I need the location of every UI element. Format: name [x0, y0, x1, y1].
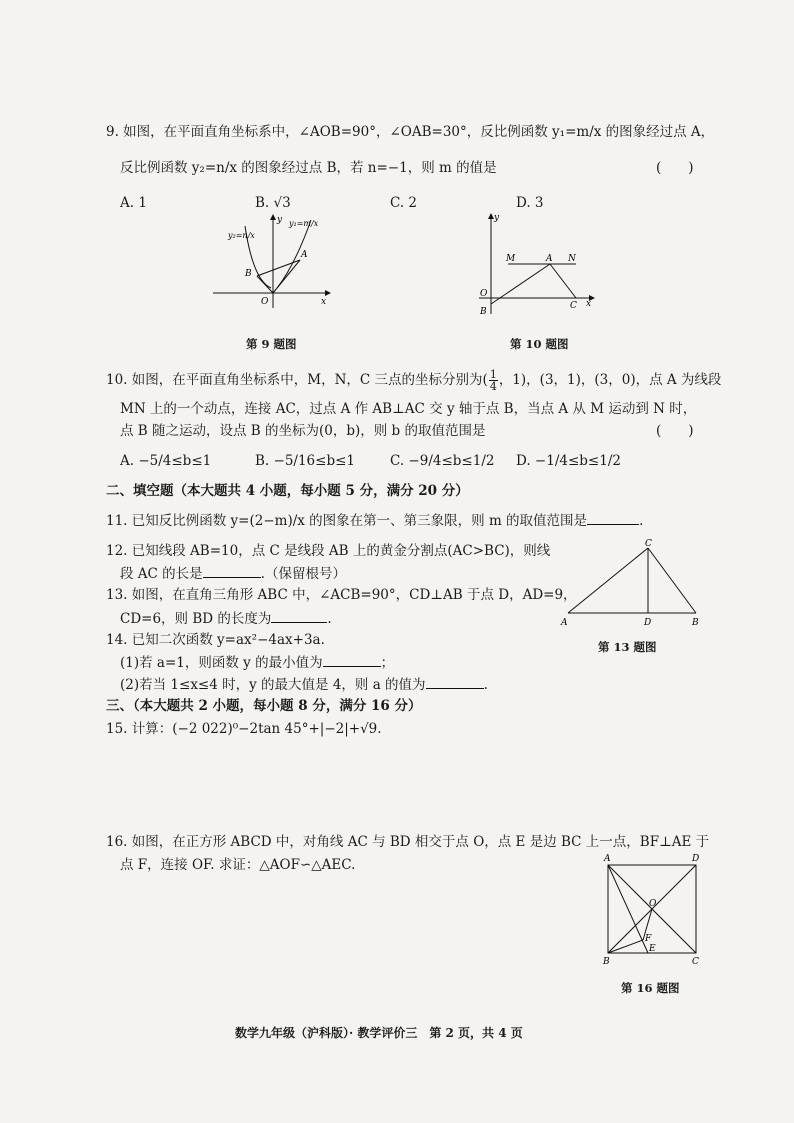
q10-paren: ( ) — [656, 423, 694, 439]
fig16-label-O: O — [649, 899, 657, 909]
fig9-label-x: x — [321, 297, 327, 307]
q10-frac-den: 4 — [489, 380, 497, 393]
q12-answer-blank[interactable] — [203, 563, 261, 578]
q11-answer-blank[interactable] — [587, 510, 639, 525]
section-3-heading: 三、（本大题共 2 小题，每小题 8 分，满分 16 分） — [106, 698, 422, 714]
fig10-label-N: N — [568, 254, 576, 264]
fig16-segment-AE — [608, 865, 648, 953]
fig10-segment-AC — [550, 264, 576, 298]
q14-sub1-end: ； — [380, 655, 395, 671]
q13-line2 — [120, 608, 332, 629]
q10-line3: 点 B 随之运动，设点 B 的坐标为(0，b)，则 b 的取值范围是 — [120, 423, 486, 439]
q9-option-c: C. 2 — [390, 195, 418, 211]
fig9-segment-OB — [257, 276, 273, 293]
q14-sub2-end: . — [483, 677, 488, 693]
fig10-label-B: B — [480, 307, 487, 317]
fig13-caption: 第 13 题图 — [598, 640, 657, 654]
fig9-label-y1: y₁=m/x — [289, 219, 319, 228]
q16-line1: 16. 如图，在正方形 ABCD 中，对角线 AC 与 BD 相交于点 O，点 E 是边 BC 上一点，BF⊥AE 于 — [106, 834, 710, 850]
fig16-segment-BF — [608, 940, 643, 953]
q12-line2 — [120, 563, 346, 584]
q14-line1: 14. 已知二次函数 y=ax²−4ax+3a. — [106, 632, 325, 648]
fig9-label-B: B — [245, 269, 252, 279]
figure-13 — [558, 536, 708, 628]
fig16-label-E: E — [649, 944, 656, 954]
fig16-label-A: A — [604, 854, 611, 864]
fig10-label-x: x — [586, 299, 592, 309]
fig9-label-y: y — [277, 215, 283, 225]
fig13-label-A: A — [561, 618, 568, 628]
figure-16 — [598, 850, 708, 970]
q16-line2: 点 F，连接 OF. 求证：△AOF∽△AEC. — [120, 857, 356, 873]
q13-answer-blank[interactable] — [271, 608, 327, 623]
q9-option-a: A. 1 — [120, 195, 147, 211]
fig13-label-B: B — [692, 618, 699, 628]
fig16-label-D: D — [692, 854, 700, 864]
q14-sub1-text: (1)若 a=1，则函数 y 的最小值为 — [120, 655, 323, 671]
fig16-label-C: C — [692, 957, 699, 967]
page-footer: 数学九年级（沪科版）· 教学评价三 第 2 页，共 4 页 — [235, 1026, 523, 1040]
q12-line1: 12. 已知线段 AB=10，点 C 是线段 AB 上的黄金分割点(AC>BC)，则线 — [106, 543, 551, 559]
q11-end: . — [639, 513, 644, 529]
fig10-label-C: C — [570, 301, 577, 311]
q15: 15. 计算：(−2 022)⁰−2tan 45°+|−2|+√9. — [106, 721, 382, 737]
fig9-label-O: O — [261, 297, 269, 307]
q9-line2: 反比例函数 y₂=n/x 的图象经过点 B，若 n=−1，则 m 的值是 — [120, 160, 497, 176]
q12-line2-end: .（保留根号） — [260, 566, 346, 582]
fig16-label-B: B — [603, 957, 610, 967]
q9-option-d: D. 3 — [516, 195, 544, 211]
q14-sub2-text: (2)若当 1≤x≤4 时，y 的最大值是 4，则 a 的值为 — [120, 677, 426, 693]
fig9-caption: 第 9 题图 — [246, 337, 297, 351]
q12-line2-start: 段 AC 的长是 — [120, 566, 203, 582]
q9-option-b: B. √3 — [255, 195, 291, 211]
q10-option-b: B. −5/16≤b≤1 — [255, 453, 355, 469]
q9-line1: 9. 如图，在平面直角坐标系中，∠AOB=90°，∠OAB=30°，反比例函数 y₁=m/x 的图象经过点 A， — [106, 124, 715, 140]
q13-line2-start: CD=6，则 BD 的长度为 — [120, 611, 272, 627]
section-2-heading: 二、填空题（本大题共 4 小题，每小题 5 分，满分 20 分） — [106, 483, 469, 499]
q14-sub1 — [120, 652, 394, 673]
fig16-label-F: F — [645, 934, 652, 944]
fig10-caption: 第 10 题图 — [510, 337, 569, 351]
q10-line2: MN 上的一个动点，连接 AC，过点 A 作 AB⊥AC 交 y 轴于点 B，当点 A 从 M 运动到 N 时， — [120, 401, 697, 417]
q10-fraction — [489, 369, 498, 392]
q13-line2-end: . — [327, 611, 332, 627]
q14-sub1-answer-blank[interactable] — [323, 652, 381, 667]
fig13-label-C: C — [645, 539, 652, 549]
q10-line1-end: ，(3，1)，(3，0)，点 A 为线段 — [526, 372, 722, 388]
q9-paren: ( ) — [656, 160, 694, 176]
fig13-segment-AC — [568, 548, 648, 613]
figure-9 — [205, 210, 345, 310]
fig13-segment-BC — [648, 548, 696, 613]
q10-line1: 10. 如图，在平面直角坐标系中，M，N，C 三点的坐标分别为( $\frac{1}{4}$ ，1)，(3，1)，(3，0)，点 A 为线段 — [106, 368, 722, 393]
fig10-label-A: A — [546, 254, 553, 264]
fig10-label-y: y — [494, 213, 500, 223]
q14-sub2 — [120, 674, 488, 695]
q10-option-d: D. −1/4≤b≤1/2 — [516, 453, 621, 469]
q10-frac-num: 1 — [489, 368, 497, 381]
fig13-label-D: D — [644, 618, 652, 628]
q14-sub2-answer-blank[interactable] — [426, 674, 484, 689]
q11 — [106, 510, 643, 531]
figure-10 — [474, 210, 604, 320]
fig10-label-M: M — [506, 254, 516, 264]
q11-text: 11. 已知反比例函数 y=(2−m)/x 的图象在第一、第三象限，则 m 的取值范围是 — [106, 513, 588, 529]
q10-option-a: A. −5/4≤b≤1 — [120, 453, 212, 469]
fig9-label-y2: y₂=n/x — [228, 231, 255, 240]
fig16-caption: 第 16 题图 — [621, 981, 680, 995]
q10-option-c: C. −9/4≤b≤1/2 — [390, 453, 495, 469]
fig10-label-O: O — [480, 289, 488, 299]
q10-line1-start: 10. 如图，在平面直角坐标系中，M，N，C 三点的坐标分别为 — [106, 372, 483, 388]
q13-line1: 13. 如图，在直角三角形 ABC 中，∠ACB=90°，CD⊥AB 于点 D，AD=9， — [106, 587, 577, 603]
fig9-label-A: A — [301, 250, 308, 260]
